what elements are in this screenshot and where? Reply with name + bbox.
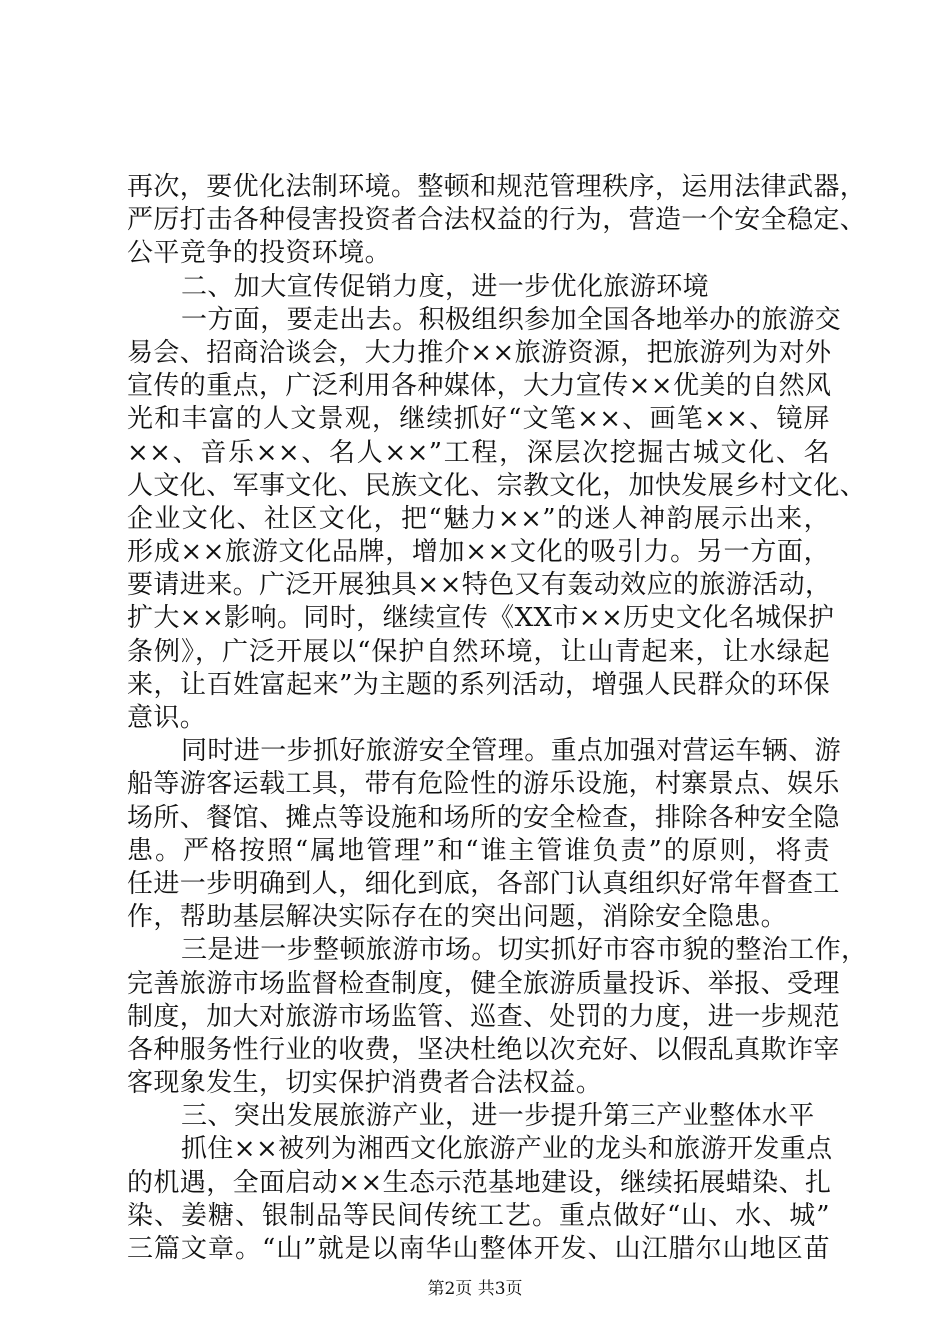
text-line: 宣传的重点，广泛利用各种媒体，大力宣传××优美的自然风 xyxy=(127,371,832,402)
text-line: 扩大××影响。同时，继续宣传《XX市××历史文化名城保护 xyxy=(127,603,835,634)
text-line: ××、音乐××、名人××”工程，深层次挖掘古城文化、名 xyxy=(127,437,830,468)
text-line: 严厉打击各种侵害投资者合法权益的行为，营造一个安全稳定、 xyxy=(127,205,867,236)
text-line: 要请进来。广泛开展独具××特色又有轰动效应的旅游活动， xyxy=(127,570,832,601)
page-footer: 第2页 共3页 xyxy=(427,1279,523,1299)
text-line: 任进一步明确到人，细化到底，各部门认真组织好常年督查工 xyxy=(127,868,840,899)
text-line: 场所、餐馆、摊点等设施和场所的安全检查，排除各种安全隐 xyxy=(127,802,840,833)
text-line: 的机遇，全面启动××生态示范基地建设，继续拓展蜡染、扎 xyxy=(127,1167,832,1198)
text-line: 患。严格按照“属地管理”和“谁主管谁负责”的原则，将责 xyxy=(127,835,830,866)
text-line: 来，让百姓富起来”为主题的系列活动，增强人民群众的环保 xyxy=(127,669,830,700)
text-line: 抓住××被列为湘西文化旅游产业的龙头和旅游开发重点 xyxy=(181,1134,833,1165)
text-line: 同时进一步抓好旅游安全管理。重点加强对营运车辆、游 xyxy=(181,736,842,767)
text-line: 意识。 xyxy=(127,703,207,733)
text-line: 再次，要优化法制环境。整顿和规范管理秩序，运用法律武器， xyxy=(127,172,867,202)
text-line: 人文化、军事文化、民族文化、宗教文化，加快发展乡村文化、 xyxy=(127,470,867,501)
text-line: 企业文化、社区文化，把“魅力××”的迷人神韵展示出来， xyxy=(127,503,830,534)
text-line: 公平竞争的投资环境。 xyxy=(127,238,392,269)
text-line: 形成××旅游文化品牌，增加××文化的吸引力。另一方面， xyxy=(127,537,830,568)
text-line: 一方面，要走出去。积极组织参加全国各地举办的旅游交 xyxy=(181,304,842,335)
text-line: 各种服务性行业的收费，坚决杜绝以次充好、以假乱真欺诈宰 xyxy=(127,1034,840,1065)
text-line: 三、突出发展旅游产业，进一步提升第三产业整体水平 xyxy=(181,1101,815,1132)
text-line: 三是进一步整顿旅游市场。切实抓好市容市貌的整治工作， xyxy=(181,935,868,966)
text-line: 三篇文章。“山”就是以南华山整体开发、山江腊尔山地区苗 xyxy=(127,1234,830,1264)
text-line: 作，帮助基层解决实际存在的突出问题，消除安全隐患。 xyxy=(127,902,788,933)
text-line: 客现象发生，切实保护消费者合法权益。 xyxy=(127,1068,603,1099)
text-line: 二、加大宣传促销力度，进一步优化旅游环境 xyxy=(181,271,710,302)
text-line: 制度，加大对旅游市场监管、巡查、处罚的力度，进一步规范 xyxy=(127,1001,840,1032)
text-line: 染、姜糖、银制品等民间传统工艺。重点做好“山、水、城” xyxy=(127,1200,830,1231)
text-line: 船等游客运载工具，带有危险性的游乐设施，村寨景点、娱乐 xyxy=(127,769,840,800)
text-line: 完善旅游市场监督检查制度，健全旅游质量投诉、举报、受理 xyxy=(127,968,840,999)
text-line: 光和丰富的人文景观，继续抓好“文笔××、画笔××、镜屏 xyxy=(127,404,830,435)
document-body xyxy=(127,171,868,1266)
text-line: 条例》，广泛开展以“保护自然环境，让山青起来，让水绿起 xyxy=(127,636,830,667)
text-line: 易会、招商洽谈会，大力推介××旅游资源，把旅游列为对外 xyxy=(127,337,832,368)
